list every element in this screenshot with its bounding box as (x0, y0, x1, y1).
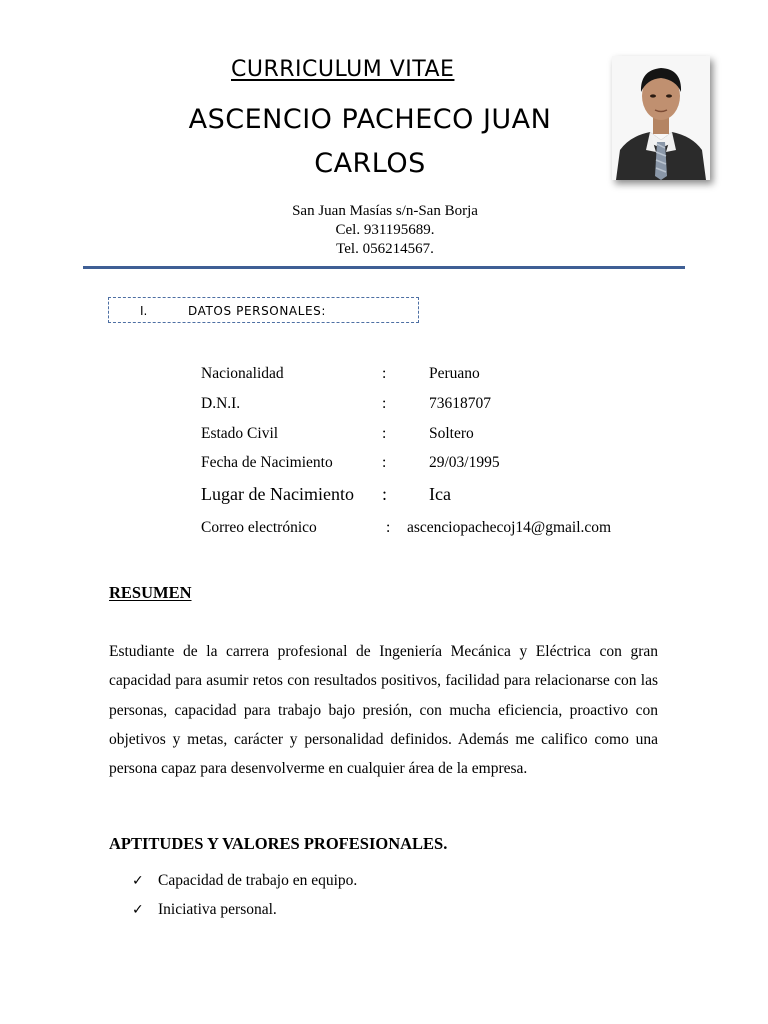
email-value: ascenciopachecoj14@gmail.com (407, 519, 612, 536)
field-separator: : (382, 425, 387, 442)
personal-data-row (201, 395, 671, 425)
personal-data-row (201, 519, 671, 549)
field-separator: : (382, 454, 387, 471)
section-number: I. (140, 304, 148, 318)
personal-data-row (201, 365, 671, 395)
aptitude-text: Capacidad de trabajo en equipo. (158, 872, 358, 889)
aptitude-list-item (132, 901, 277, 919)
field-label: D.N.I. (201, 395, 241, 412)
aptitude-text: Iniciativa personal. (158, 901, 277, 918)
personal-data-row (201, 454, 671, 484)
profile-photo (612, 56, 710, 180)
contact-telephone: Tel. 056214567. (336, 241, 434, 257)
candidate-name-line-1: ASCENCIO PACHECO JUAN (188, 104, 552, 135)
cv-title: CURRICULUM VITAE (231, 57, 455, 82)
resumen-paragraph: Estudiante de la carrera profesional de Ingeniería Mecánica y Eléctrica con gran capacidad para asumir retos con resultados positivos, facilidad para relacionarse con las personas, capacidad para trabajo bajo presión, con mucha eficiencia, proactivo con objetivos y metas, carácter y personalidad definidos. Además me califico como una persona capaz para desenvolverme en cualquier área de la empresa. (109, 643, 658, 778)
checkmark-icon: ✓ (132, 902, 144, 918)
field-value: Soltero (429, 425, 474, 442)
header-divider (83, 266, 685, 269)
field-label: Estado Civil (201, 425, 279, 442)
field-label: Nacionalidad (201, 365, 284, 382)
person-portrait-icon (612, 56, 710, 180)
contact-cellphone: Cel. 931195689. (335, 222, 435, 238)
field-separator: : (382, 484, 388, 504)
aptitude-list-item (132, 872, 357, 890)
section-title-datos-personales: DATOS PERSONALES: (188, 304, 327, 318)
field-value: Peruano (429, 365, 480, 382)
field-value: 73618707 (429, 395, 491, 412)
candidate-name-line-2: CARLOS (314, 148, 426, 179)
personal-data-row (201, 484, 671, 514)
resumen-heading: RESUMEN (109, 583, 192, 602)
personal-data-row (201, 425, 671, 455)
field-separator: : (382, 395, 387, 412)
field-label: Correo electrónico (201, 519, 317, 536)
field-label: Lugar de Nacimiento (201, 484, 354, 504)
field-separator: : (386, 519, 391, 536)
aptitudes-heading: APTITUDES Y VALORES PROFESIONALES. (109, 834, 448, 853)
field-separator: : (382, 365, 387, 382)
field-label: Fecha de Nacimiento (201, 454, 333, 471)
field-value: 29/03/1995 (429, 454, 500, 471)
field-value: Ica (429, 484, 451, 504)
checkmark-icon: ✓ (132, 873, 144, 889)
contact-address: San Juan Masías s/n-San Borja (292, 203, 478, 219)
